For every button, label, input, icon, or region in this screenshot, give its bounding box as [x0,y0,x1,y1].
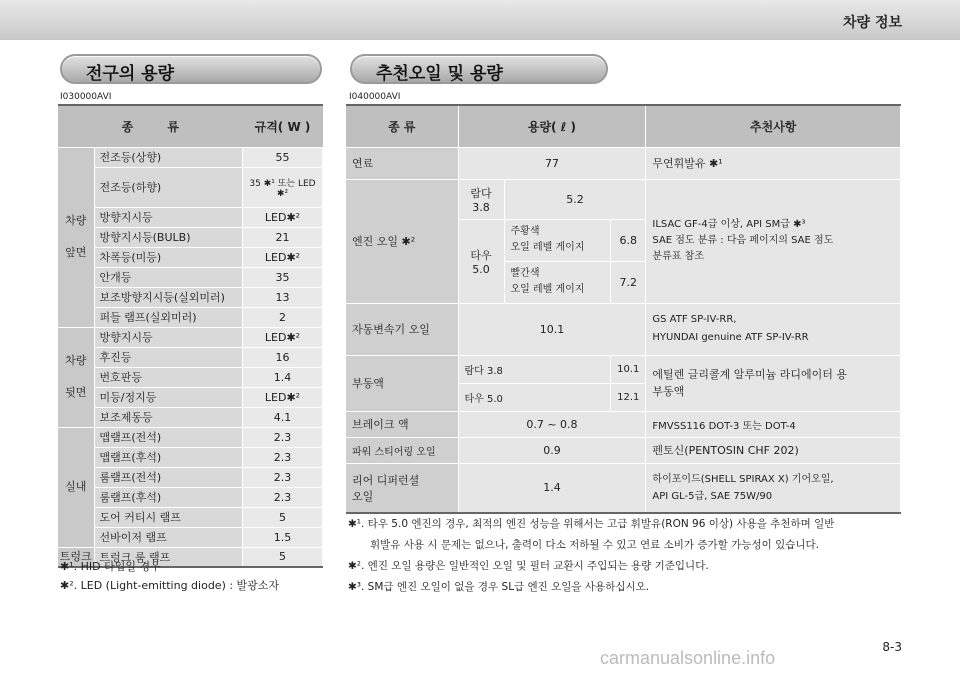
bulb-wattage: 5 [243,547,323,567]
oil-col-type: 종 류 [346,105,458,147]
section-title: 차량 정보 [843,15,902,31]
oil-col-recommendation: 추천사항 [646,105,901,147]
atf-label: 자동변속기 오일 [346,303,458,355]
fuel-capacity: 77 [458,147,646,179]
bulb-row [58,467,323,487]
bulb-name: 트렁크 룸 램프 [94,547,243,567]
bulb-col-type: 종 류 [58,105,243,147]
bulb-name: 보조방향지시등(실외미러) [94,287,243,307]
bulb-notes [60,557,279,595]
bulb-name: 선바이저 램프 [94,527,243,547]
bulb-wattage: 35 [243,267,323,287]
bulb-wattage: 2.3 [243,467,323,487]
engine-oil-label: 엔진 오일 ✱² [346,179,458,303]
bulb-row [58,167,323,207]
engine-red-gauge: 빨간색 오일 레벨 게이지 [504,261,611,303]
bulb-row [58,267,323,287]
oil-capacity-heading [350,54,608,84]
rear-diff-recommendation: 하이포이드(SHELL SPIRAX X) 기어오일, API GL-5급, SAE 75W/90 [646,463,901,513]
bulb-name: 방향지시등 [94,207,243,227]
fuel-recommendation: 무연휘발유 ✱¹ [646,147,901,179]
oil-table [346,104,901,514]
bulb-row [58,207,323,227]
bulb-note-2: ✱². LED (Light-emitting diode) : 발광소자 [60,579,280,592]
bulb-name: 후진등 [94,347,243,367]
bulb-name: 맵램프(후석) [94,447,243,467]
bulb-name: 미등/정지등 [94,387,243,407]
coolant-label: 부동액 [346,355,458,411]
engine-yellow-gauge: 주황색 오일 레벨 게이지 [504,219,611,261]
coolant-tau-label: 타우 5.0 [458,383,611,411]
bulb-row [58,527,323,547]
bulb-row [58,247,323,267]
engine-oil-recommendation: ILSAC GF-4급 이상, API SM급 ✱³ SAE 점도 분류 : 다음 페이지의 SAE 점도 분류표 참조 [646,179,901,303]
bulb-name: 전조등(상향) [94,147,243,167]
watermark: carmanualsonline.info [600,648,776,668]
bulb-col-spec: 규격( W ) [243,105,323,147]
bulb-name: 방향지시등(BULB) [94,227,243,247]
bulb-category: 차량 뒷면 [58,327,94,427]
bulb-wattage: LED✱² [243,207,323,227]
bulb-name: 번호판등 [94,367,243,387]
bulb-row [58,367,323,387]
bulb-row [58,507,323,527]
bulb-row [58,327,323,347]
coolant-tau-capacity: 12.1 [611,383,646,411]
bulb-wattage: 35 ✱¹ 또는 LED ✱² [243,167,323,207]
bulb-wattage: LED✱² [243,327,323,347]
left-section-code: I030000AVI [60,92,112,102]
bulb-row [58,387,323,407]
atf-recommendation: GS ATF SP-IV-RR, HYUNDAI genuine ATF SP-IV-RR [646,303,901,355]
bulb-name: 보조제동등 [94,407,243,427]
bulb-row [58,307,323,327]
bulb-name: 룸램프(후석) [94,487,243,507]
atf-capacity: 10.1 [458,303,646,355]
bulb-row [58,407,323,427]
bulb-name: 도어 커티시 램프 [94,507,243,527]
bulb-wattage: 2 [243,307,323,327]
bulb-name: 차폭등(미등) [94,247,243,267]
oil-notes [348,514,904,598]
bulb-name: 전조등(하향) [94,167,243,207]
bulb-row [58,487,323,507]
engine-yellow-capacity: 6.8 [611,219,646,261]
header-bar [0,0,960,40]
oil-note-1: ✱¹. 타우 5.0 엔진의 경우, 최적의 엔진 성능을 위해서는 고급 휘발유(RON 96 이상) 사용을 추천하며 일반 [348,518,835,530]
bulb-wattage: 55 [243,147,323,167]
bulb-row [58,287,323,307]
bulb-category: 실내 [58,427,94,547]
brake-capacity: 0.7 ~ 0.8 [458,411,646,437]
bulb-category: 트렁크 [58,547,94,567]
bulb-wattage: 2.3 [243,447,323,467]
bulb-wattage: 21 [243,227,323,247]
bulb-name: 안개등 [94,267,243,287]
engine-tau-label: 타우 5.0 [458,219,504,303]
bulb-wattage: 2.3 [243,427,323,447]
bulb-name: 퍼들 램프(실외미러) [94,307,243,327]
brake-label: 브레이크 액 [346,411,458,437]
engine-lambda-capacity: 5.2 [504,179,646,219]
bulb-wattage: 4.1 [243,407,323,427]
coolant-lambda-label: 람다 3.8 [458,355,611,383]
bulb-wattage: LED✱² [243,247,323,267]
bulb-wattage: 1.5 [243,527,323,547]
bulb-note-1: ✱¹. HID 타입일 경우 [60,560,161,573]
oil-col-capacity: 용량( ℓ ) [458,105,646,147]
bulb-row [58,427,323,447]
right-section-code: I040000AVI [349,92,401,102]
engine-red-capacity: 7.2 [611,261,646,303]
bulb-row [58,227,323,247]
bulb-row [58,447,323,467]
bulb-wattage: 2.3 [243,487,323,507]
bulb-row [58,347,323,367]
brake-recommendation: FMVSS116 DOT-3 또는 DOT-4 [646,411,901,437]
coolant-recommendation: 에틸렌 글리콜계 알루미늄 라디에이터 용 부동액 [646,355,901,411]
fuel-label: 연료 [346,147,458,179]
bulb-category: 차량 앞면 [58,147,94,327]
oil-note-1-cont: 휘발유 사용 시 문제는 없으나, 출력이 다소 저하될 수 있고 연료 소비가 증가할 가능성이 있습니다. [370,539,819,551]
power-steering-capacity: 0.9 [458,437,646,463]
oil-note-2: ✱². 엔진 오일 용량은 일반적인 오일 및 필터 교환시 주입되는 용량 기준입니다. [348,560,709,572]
page-number: 8-3 [882,640,902,654]
bulb-name: 룸램프(전석) [94,467,243,487]
rear-diff-label: 리어 디퍼런셜 오일 [346,463,458,513]
oil-note-3: ✱³. SM급 엔진 오일이 없을 경우 SL급 엔진 오일을 사용하십시오. [348,581,650,593]
bulb-row [58,147,323,167]
bulb-wattage: 16 [243,347,323,367]
bulb-capacity-heading [60,54,322,84]
bulb-wattage: 5 [243,507,323,527]
bulb-table [58,104,323,568]
bulb-name: 방향지시등 [94,327,243,347]
engine-lambda-label: 람다 3.8 [458,179,504,219]
bulb-wattage: 13 [243,287,323,307]
power-steering-label: 파워 스티어링 오일 [346,437,458,463]
bulb-wattage: 1.4 [243,367,323,387]
power-steering-recommendation: 펜토신(PENTOSIN CHF 202) [646,437,901,463]
oil-capacity-title: 추천오일 및 용량 [376,64,503,84]
bulb-wattage: LED✱² [243,387,323,407]
bulb-capacity-title: 전구의 용량 [86,64,175,84]
rear-diff-capacity: 1.4 [458,463,646,513]
coolant-lambda-capacity: 10.1 [611,355,646,383]
bulb-name: 맵램프(전석) [94,427,243,447]
